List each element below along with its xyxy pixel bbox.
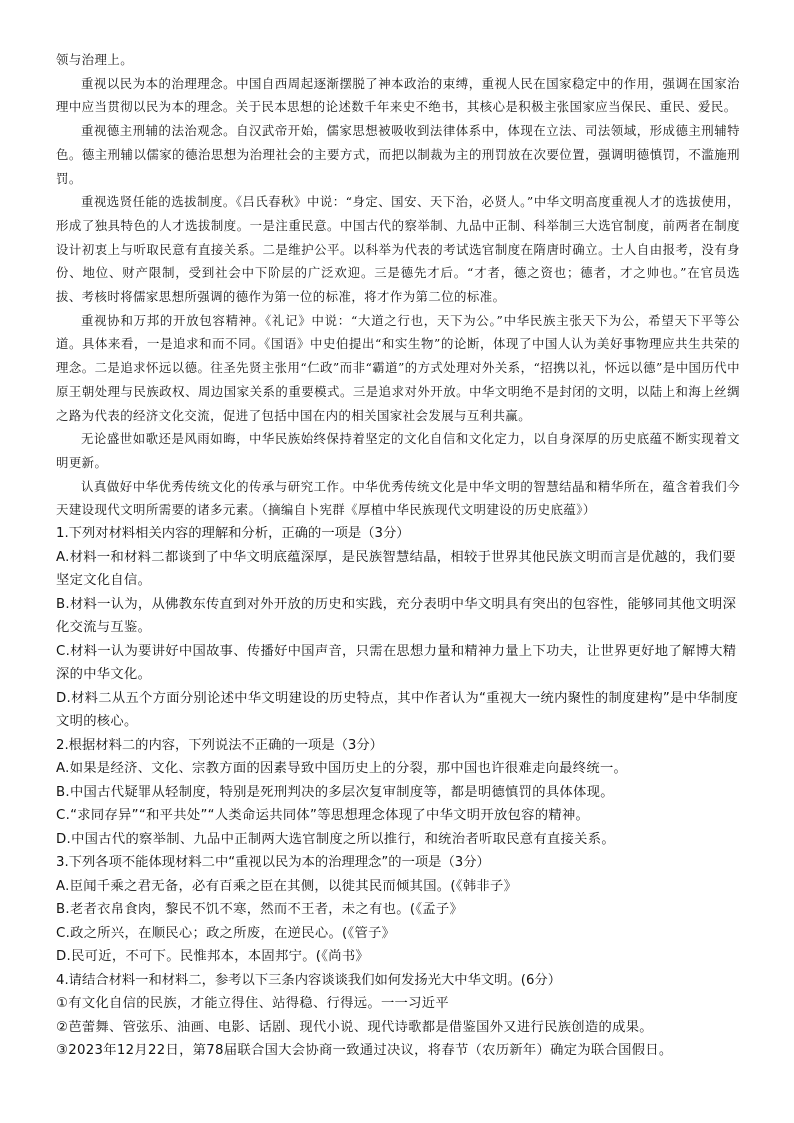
question-2 [56,734,740,852]
answer-option-c: C.材料一认为要讲好中国故事、传播好中国声音，只需在思想力量和精神力量上下功夫，让世界更好地了解博大精深的中华文化。 [56,643,737,683]
answer-option-d: D.中国古代的察举制、九品中正制两大选官制度之所以推行，和统治者听取民意有直接关系。 [56,831,615,847]
question-stem: 3.下列各项不能体现材料二中“重视以民为本的治理理念”的一项是（3分） [56,855,490,871]
material-paragraph: 无论盛世如歌还是风雨如晦，中华民族始终保持着坚定的文化自信和文化定力，以自身深厚的历史底蕴不断实现着文明更新。 [56,431,740,470]
answer-option-a: A.如果是经济、文化、宗教方面的因素导致中国历史上的分裂，那中国也许很难走向最终统一。 [56,761,628,777]
question-3 [56,851,740,969]
answer-option-c: C.“求同存异”“和平共处”“人类命运共同体”等思想理念体现了中华文明开放包容的精神。 [56,808,590,824]
answer-option-a: A.材料一和材料二都谈到了中华文明底蕴深厚，是民族智慧结晶，相较于世界其他民族文明而言是优越的，我们要坚定文化自信。 [56,549,736,589]
answer-option-b: B.中国古代疑罪从轻制度，特别是死刑判决的多层次复审制度等，都是明德慎罚的具体体现。 [56,784,614,800]
answer-option-a: A.臣闻千乘之君无备，必有百乘之臣在其侧，以徙其民而倾其国。(《韩非子》 [56,878,518,894]
answer-option-b: B.老者衣帛食肉，黎民不饥不寒，然而不王者，未之有也。(《孟子》 [56,902,464,918]
question-stem: 1.下列对材料相关内容的理解和分析，正确的一项是（3分） [56,526,410,542]
question-1 [56,522,740,734]
material-paragraph: 重视以民为本的治理理念。中国自西周起逐渐摆脱了神本政治的束缚，重视人民在国家稳定中的作用，强调在国家治理中应当贯彻以民为本的理念。关于民本思想的论述数千年来史不绝书，其核心是积极主张国家应当保民、重民、爱民。 [56,75,740,115]
material-paragraph: 重视协和万邦的开放包容精神。《礼记》中说：“大道之行也，天下为公。”中华民族主张天下为公，希望天下平等公道。具体来看，一是追求和而不同。《国语》中史伯提出“和实生物”的论断，体现了中国人认为美好事物理应共生共荣的理念。二是追求怀远以德。往圣先贤主张用“仁政”而非“霸道”的方式处理对外关系，“招携以礼，怀远以德”是中国历代中原王朝处理与民族政权、周边国家关系的重要模式。三是追求对外开放。中华文明绝不是封闭的文明，以陆上和海上丝绸之路为代表的经济文化交流，促进了包括中国在内的相关国家社会发展与互利共赢。 [56,312,740,423]
question-list [56,522,740,1063]
reference-item-2: ②芭蕾舞、管弦乐、油画、电影、话剧、现代小说、现代诗歌都是借鉴国外又进行民族创造的成果。 [56,1019,653,1035]
question-stem: 4.请结合材料一和材料二，参考以下三条内容谈谈我们如何发扬光大中华文明。(6分） [56,972,562,988]
answer-option-d: D.材料二从五个方面分别论述中华文明建设的历史特点，其中作者认为“重视大一统内聚性的制度建构”是中华制度文明的核心。 [56,690,739,730]
answer-option-c: C.政之所兴，在顺民心；政之所废，在逆民心。(《管子》 [56,925,396,941]
answer-option-b: B.材料一认为，从佛教东传直到对外开放的历史和实践，充分表明中华文明具有突出的包容性，能够同其他文明深化交流与互鉴。 [56,596,737,636]
answer-option-d: D.民可近，不可下。民惟邦本，本固邦宁。(《尚书》 [56,949,370,965]
question-stem: 2.根据材料二的内容，下列说法不正确的一项是（3分） [56,737,383,753]
material-paragraph: 领与治理上。 [56,52,134,67]
reference-item-3: ③2023年12月22日，第78届联合国大会协商一致通过决议，将春节（农历新年）确定为联合国假日。 [56,1043,673,1059]
exam-page [56,48,740,1063]
question-4 [56,969,740,1063]
reading-material [56,48,740,522]
reference-item-1: ①有文化自信的民族，才能立得住、站得稳、行得远。一一习近平 [56,996,449,1012]
material-paragraph: 重视选贤任能的选拔制度。《吕氏春秋》中说：“身定、国安、天下治，必贤人。”中华文明高度重视人才的选拔使用，形成了独具特色的人才选拔制度。一是注重民意。中国古代的察举制、九品中正制、科举制三大选官制度，前两者在制度设计初衷上与听取民意有直接关系。二是维护公平。以科举为代表的考试选官制度在隋唐时确立。士人自由报考，没有身份、地位、财产限制，受到社会中下阶层的广泛欢迎。三是德先才后。“才者，德之资也；德者，才之帅也。”在官员选拔、考核时将儒家思想所强调的德作为第一位的标准，将才作为第二位的标准。 [56,194,740,305]
material-paragraph: 重视德主刑辅的法治观念。自汉武帝开始，儒家思想被吸收到法律体系中，体现在立法、司法领域，形成德主刑辅特色。德主刑辅以儒家的德治思想为治理社会的主要方式，而把以制裁为主的刑罚放在次要位置，强调明德慎罚，不滥施刑罚。 [56,123,740,186]
material-paragraph: 认真做好中华优秀传统文化的传承与研究工作。中华优秀传统文化是中华文明的智慧结晶和精华所在，蕴含着我们今天建设现代文明所需要的诸多元素。（摘编自卜宪群《厚植中华民族现代文明建设的历史底蕴》） [56,478,740,518]
